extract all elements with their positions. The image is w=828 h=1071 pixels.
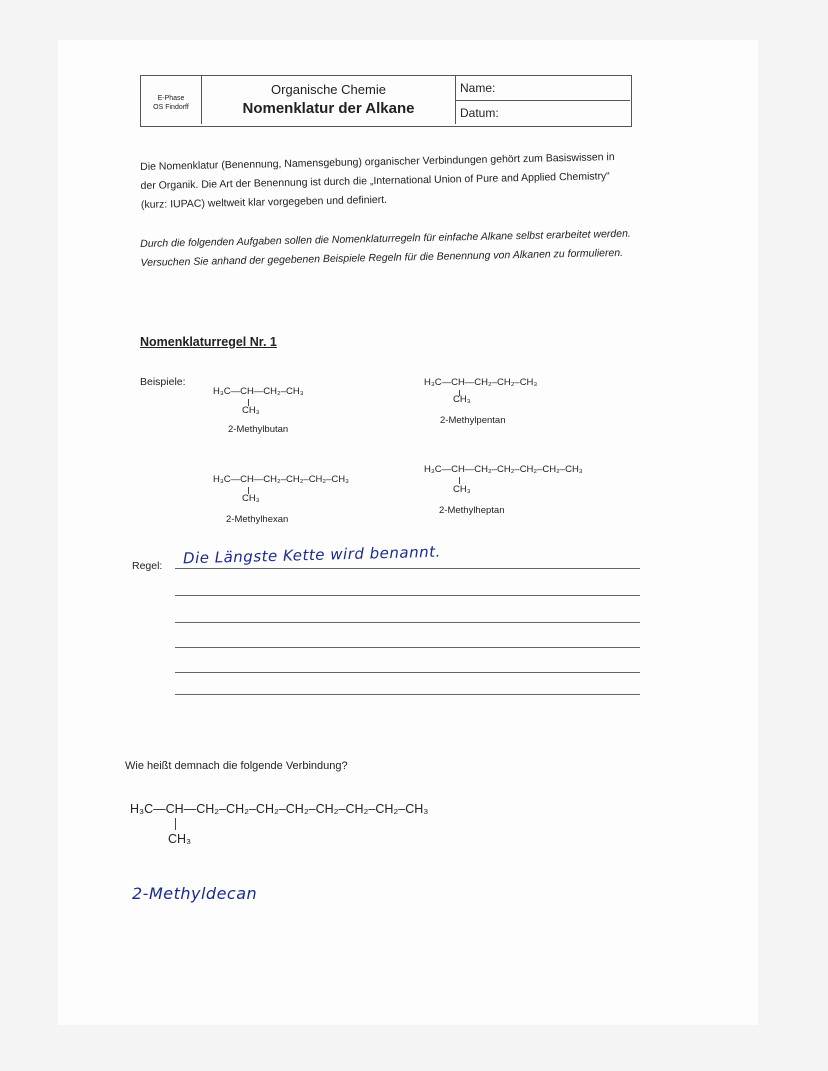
answer-line bbox=[175, 694, 640, 695]
date-field[interactable] bbox=[456, 101, 630, 124]
question-formula: H₃C—CH—CH₂–CH₂–CH₂–CH₂–CH₂–CH₂–CH₂–CH₃ bbox=[130, 802, 429, 816]
example-name-3: 2-Methylhexan bbox=[226, 514, 289, 525]
rule-heading: Nomenklaturregel Nr. 1 bbox=[140, 335, 277, 349]
example-formula-2: H₃C—CH—CH₂–CH₂–CH₃ bbox=[424, 377, 538, 388]
header-table bbox=[140, 75, 632, 127]
question-branch: CH₃ bbox=[168, 832, 192, 846]
examples-label: Beispiele: bbox=[140, 376, 186, 388]
example-branch-3: CH₃ bbox=[242, 493, 260, 504]
school-line-1: E-Phase bbox=[157, 95, 185, 102]
intro-paragraph: Die Nomenklatur (Benennung, Namensgebung) organischer Verbindungen gehört zum Basiswissen in der Organik. Die Art der Benennung ist durch die „International Union of Pure and Applied Chemistry“ (kurz: IUPAC) weltweit klar vorgegeben und definiert. bbox=[140, 151, 615, 211]
rule-answer-handwritten[interactable]: Die Längste Kette wird benannt. bbox=[182, 542, 441, 568]
answer-line bbox=[175, 568, 640, 569]
date-label: Datum: bbox=[460, 106, 499, 120]
subject: Organische Chemie bbox=[271, 82, 386, 97]
example-formula-3: H₃C—CH—CH₂–CH₂–CH₂–CH₃ bbox=[213, 474, 349, 485]
bond-line bbox=[459, 477, 460, 484]
school-line-2: OS Findorff bbox=[153, 104, 189, 111]
example-branch-4: CH₃ bbox=[453, 484, 471, 495]
example-branch-1: CH₃ bbox=[242, 405, 260, 416]
example-branch-2: CH₃ bbox=[453, 394, 471, 405]
example-formula-1: H₃C—CH—CH₂–CH₃ bbox=[213, 386, 304, 397]
school-cell bbox=[141, 76, 202, 124]
title-cell bbox=[202, 76, 456, 124]
answer-line bbox=[175, 595, 640, 596]
answer-line bbox=[175, 672, 640, 673]
page-title: Nomenklatur der Alkane bbox=[242, 100, 415, 117]
example-name-4: 2-Methylheptan bbox=[439, 505, 505, 516]
answer-line bbox=[175, 622, 640, 623]
name-field[interactable] bbox=[456, 76, 630, 101]
question-answer-handwritten[interactable]: 2-Methyldecan bbox=[132, 884, 258, 903]
example-formula-4: H₃C—CH—CH₂–CH₂–CH₂–CH₂–CH₃ bbox=[424, 464, 583, 475]
example-name-2: 2-Methylpentan bbox=[440, 415, 506, 426]
question-text: Wie heißt demnach die folgende Verbindung? bbox=[125, 760, 348, 772]
answer-line bbox=[175, 647, 640, 648]
example-name-1: 2-Methylbutan bbox=[228, 424, 289, 435]
name-label: Name: bbox=[460, 81, 496, 95]
bond-line bbox=[175, 818, 176, 830]
task-paragraph: Durch die folgenden Aufgaben sollen die Nomenklaturregeln für einfache Alkane selbst erarbeitet werden. Versuchen Sie anhand der gegebenen Beispiele Regeln für die Benennung von Alkanen zu formulieren. bbox=[140, 227, 631, 269]
rule-label: Regel: bbox=[132, 560, 163, 572]
